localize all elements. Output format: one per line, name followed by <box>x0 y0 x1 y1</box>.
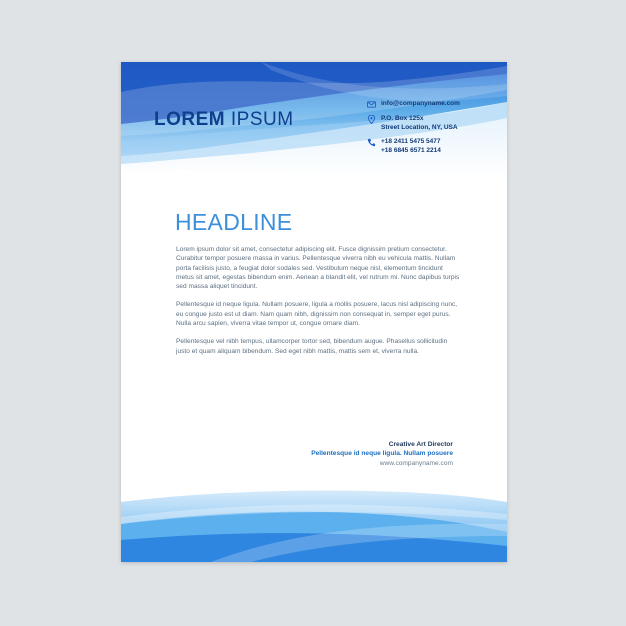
body-paragraph-1: Lorem ipsum dolor sit amet, consectetur adipiscing elit. Fusce dignissim pretium consectetur. Curabitur tempor posuere massa in varius. Pellentesque viverra nibh eu vehicula mattis. Nullam porta facilisis justo, a feugiat dolor sodales sed. Vestibulum neque nisl, elementum tincidunt metus sit amet, egestas bibendum enim. Aenean a blandit elit, vel rutrum mi. Nunc dapibus turpis sed massa aliquet tincidunt. <box>176 246 460 291</box>
location-pin-icon <box>367 115 376 124</box>
letter-body <box>176 245 462 365</box>
signature-block <box>311 440 453 468</box>
signature-role: Creative Art Director <box>388 441 453 448</box>
contact-address-line-2: Street Location, NY, USA <box>381 123 458 131</box>
contact-address-line-1: P.O. Box 125x <box>381 115 424 122</box>
contact-block <box>367 100 460 161</box>
phone-icon <box>367 138 376 147</box>
logo-bold-text: LOREM <box>154 109 226 130</box>
signature-name: Pellentesque id neque ligula. Nullam posuere <box>311 450 453 458</box>
contact-email-row <box>367 100 460 109</box>
contact-phone-1: +18 2411 5475 5477 <box>381 138 441 145</box>
body-paragraph-2: Pellentesque id neque ligula. Nullam posuere, ligula a mollis posuere, lacus nisl adipiscing nunc, eu congue justo est ut diam. Nam quam nibh, dignissim non consequat in, semper eget purus. Nulla arcu sapien, viverra vitae tempor ut, congue ornare diam. <box>176 301 458 328</box>
signature-website: www.companyname.com <box>379 459 453 467</box>
contact-phone-2: +18 6845 6571 2214 <box>381 146 441 154</box>
headline: HEADLINE <box>175 209 293 235</box>
letterhead-page <box>121 62 507 562</box>
company-logo <box>154 109 294 131</box>
body-paragraph-3: Pellentesque vel nibh tempus, ullamcorper tortor sed, bibendum augue. Phasellus sollicitudin justo et quam aliquam bibendum. Sed eget nibh mattis, mattis sem et, viverra nulla. <box>176 338 448 355</box>
contact-address-row <box>367 115 460 132</box>
contact-email: info@companyname.com <box>381 100 460 107</box>
mail-icon <box>367 100 376 109</box>
contact-phone-row <box>367 138 460 155</box>
logo-light-text: IPSUM <box>230 109 294 130</box>
